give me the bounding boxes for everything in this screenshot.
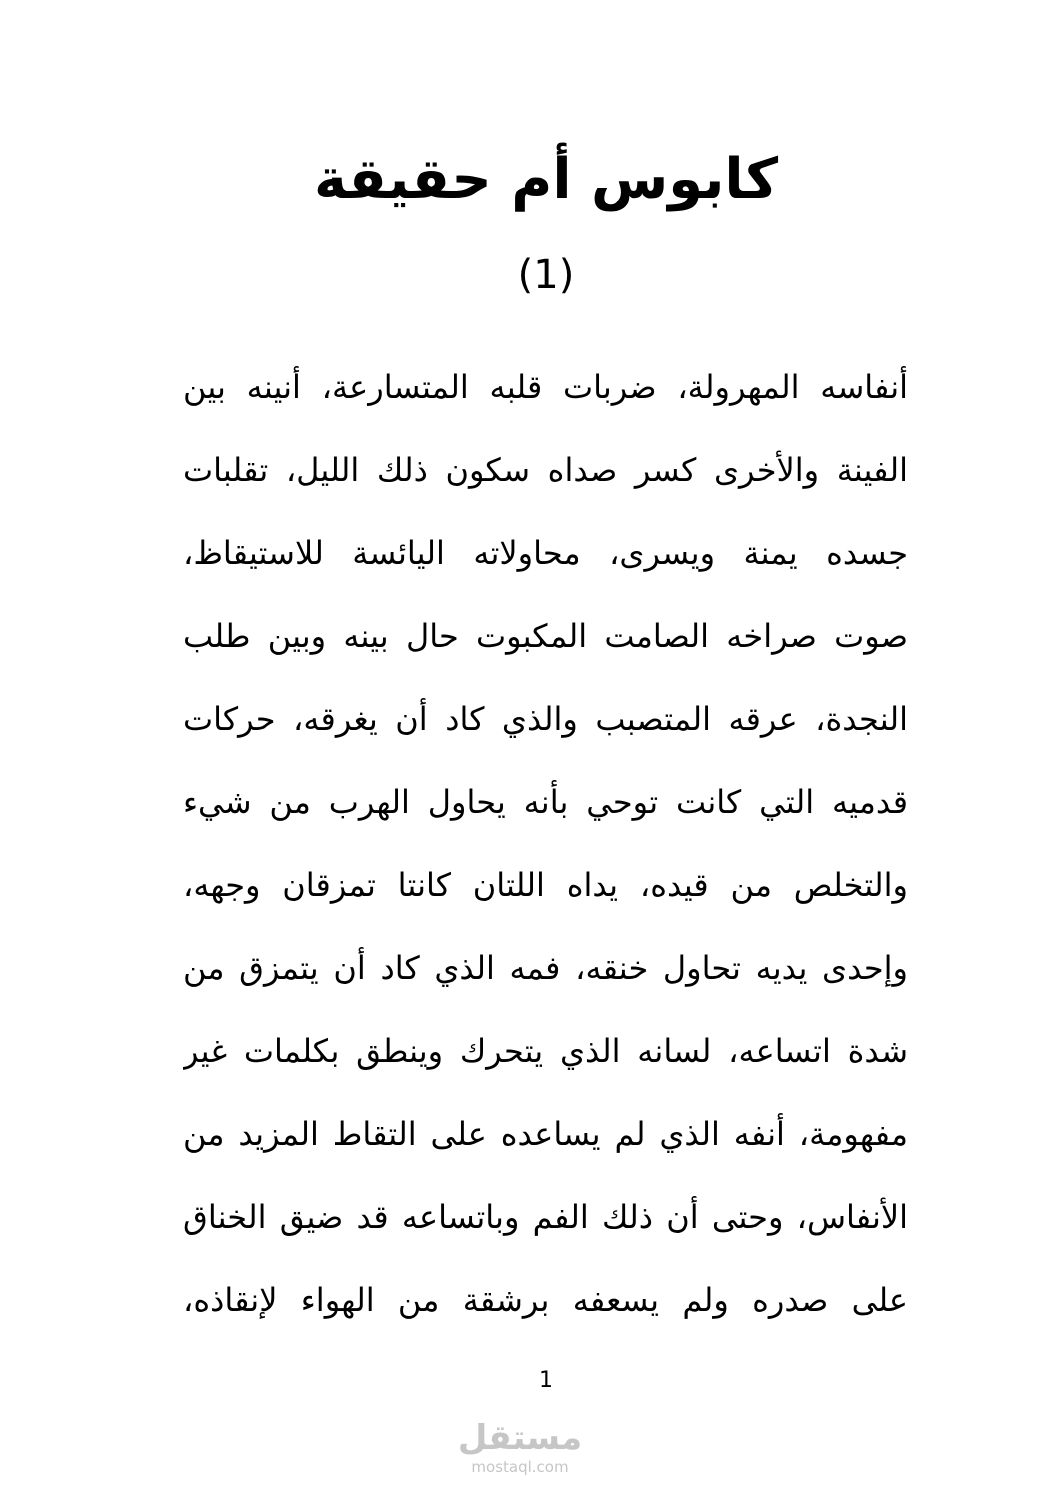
page-number: 1 bbox=[539, 1368, 553, 1393]
mostaql-watermark bbox=[445, 1418, 595, 1482]
text-line: شدة اتساعه، لسانه الذي يتحرك وينطق بكلمات غير bbox=[183, 1032, 908, 1070]
text-line: أنفاسه المهرولة، ضربات قلبه المتسارعة، أنينه بين bbox=[183, 368, 908, 406]
text-line: وإحدى يديه تحاول خنقه، فمه الذي كاد أن يتمزق من bbox=[183, 949, 908, 987]
text-line: صوت صراخه الصامت المكبوت حال بينه وبين طلب bbox=[183, 617, 908, 655]
text-line: الأنفاس، وحتى أن ذلك الفم وباتساعه قد ضيق الخناق bbox=[183, 1198, 908, 1236]
text-line: والتخلص من قيده، يداه اللتان كانتا تمزقان وجهه، bbox=[183, 866, 908, 904]
watermark-site: mostaql.com bbox=[471, 1458, 569, 1476]
watermark-logo: مستقل bbox=[457, 1418, 583, 1458]
document-title: كابوس أم حقيقة bbox=[313, 147, 779, 212]
chapter-number: (1) bbox=[517, 252, 575, 298]
text-line: على صدره ولم يسعفه برشقة من الهواء لإنقاذه، bbox=[183, 1281, 908, 1319]
text-line: النجدة، عرقه المتصبب والذي كاد أن يغرقه، حركات bbox=[183, 700, 908, 738]
text-line: الفينة والأخرى كسر صداه سكون ذلك الليل، تقلبات bbox=[183, 451, 908, 489]
text-line: مفهومة، أنفه الذي لم يساعده على التقاط المزيد من bbox=[183, 1115, 908, 1153]
text-line: قدميه التي كانت توحي بأنه يحاول الهرب من شيء bbox=[183, 783, 908, 821]
text-line: جسده يمنة ويسرى، محاولاته اليائسة للاستيقاظ، bbox=[183, 534, 908, 572]
body-paragraph bbox=[183, 350, 908, 1346]
